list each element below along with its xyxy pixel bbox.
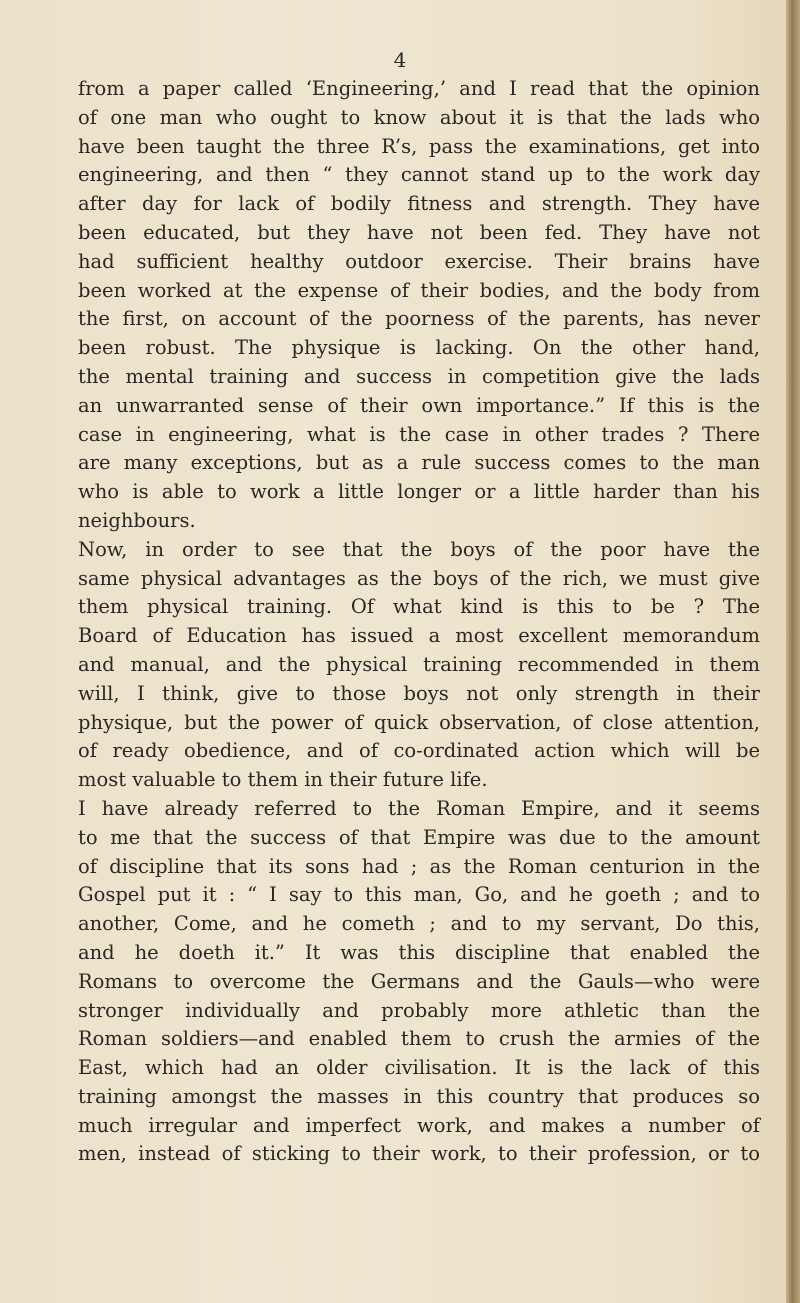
text-line: been robust. The physique is lacking. On the other hand, <box>78 336 760 360</box>
text-line: most valuable to them in their future life. <box>78 768 488 792</box>
text-line: from a paper called ‘Engineering,’ and I read that the opinion <box>78 77 760 100</box>
text-line: been educated, but they have not been fed. They have not <box>78 220 760 244</box>
text-line: men, instead of sticking to their work, to their profession, or to <box>78 1142 760 1166</box>
text-line: to me that the success of that Empire was due to the amount <box>78 825 760 849</box>
text-line: Now, in order to see that the boys of the poor have the <box>78 537 760 561</box>
text-line: after day for lack of bodily fitness and strength. They have <box>78 192 760 216</box>
page-number: 4 <box>393 48 407 72</box>
text-line: them physical training. Of what kind is this to be ? The <box>78 595 760 619</box>
text-line: stronger individually and probably more athletic than the <box>78 998 760 1022</box>
text-line: of one man who ought to know about it is that the lads who <box>78 105 760 129</box>
text-line: will, I think, give to those boys not only strength in their <box>78 681 760 705</box>
text-line: neighbours. <box>78 508 196 532</box>
text-line: had sufficient healthy outdoor exercise. Their brains have <box>78 249 760 273</box>
text-line: Roman soldiers—and enabled them to crush the armies of the <box>78 1027 760 1051</box>
text-line: the mental training and success in competition give the lads <box>78 364 760 388</box>
text-line: and he doeth it.” It was this discipline that enabled the <box>78 940 760 964</box>
text-line: Romans to overcome the Germans and the Gauls—who were <box>78 969 760 993</box>
text-line: are many exceptions, but as a rule success comes to the man <box>78 451 760 475</box>
text-line: East, which had an older civilisation. It is the lack of this <box>78 1056 760 1080</box>
body-text <box>78 75 760 1169</box>
text-line: and manual, and the physical training recommended in them <box>78 652 760 676</box>
text-line: Gospel put it : “ I say to this man, Go, and he goeth ; and to <box>78 883 760 907</box>
text-line: I have already referred to the Roman Empire, and it seems <box>78 796 760 820</box>
text-line: of ready obedience, and of co-ordinated action which will be <box>78 739 760 763</box>
text-line: of discipline that its sons had ; as the Roman centurion in the <box>78 854 760 878</box>
text-line: training amongst the masses in this country that produces so <box>78 1084 760 1108</box>
text-line: same physical advantages as the boys of the rich, we must give <box>78 566 760 590</box>
text-line: another, Come, and he cometh ; and to my servant, Do this, <box>78 912 760 936</box>
text-line: who is able to work a little longer or a little harder than his <box>78 480 760 504</box>
text-line: been worked at the expense of their bodies, and the body from <box>78 278 760 302</box>
text-line: an unwarranted sense of their own importance.” If this is the <box>78 393 760 417</box>
text-line: the first, on account of the poorness of the parents, has never <box>78 307 760 331</box>
text-line: have been taught the three R’s, pass the examinations, get into <box>78 134 760 158</box>
text-line: case in engineering, what is the case in other trades ? There <box>78 422 760 446</box>
text-line: Board of Education has issued a most excellent memorandum <box>78 624 760 648</box>
page-edge <box>786 0 800 1303</box>
text-line: much irregular and imperfect work, and makes a number of <box>78 1113 760 1137</box>
text-line: engineering, and then “ they cannot stand up to the work day <box>78 163 760 187</box>
text-line: physique, but the power of quick observation, of close attention, <box>78 710 760 734</box>
